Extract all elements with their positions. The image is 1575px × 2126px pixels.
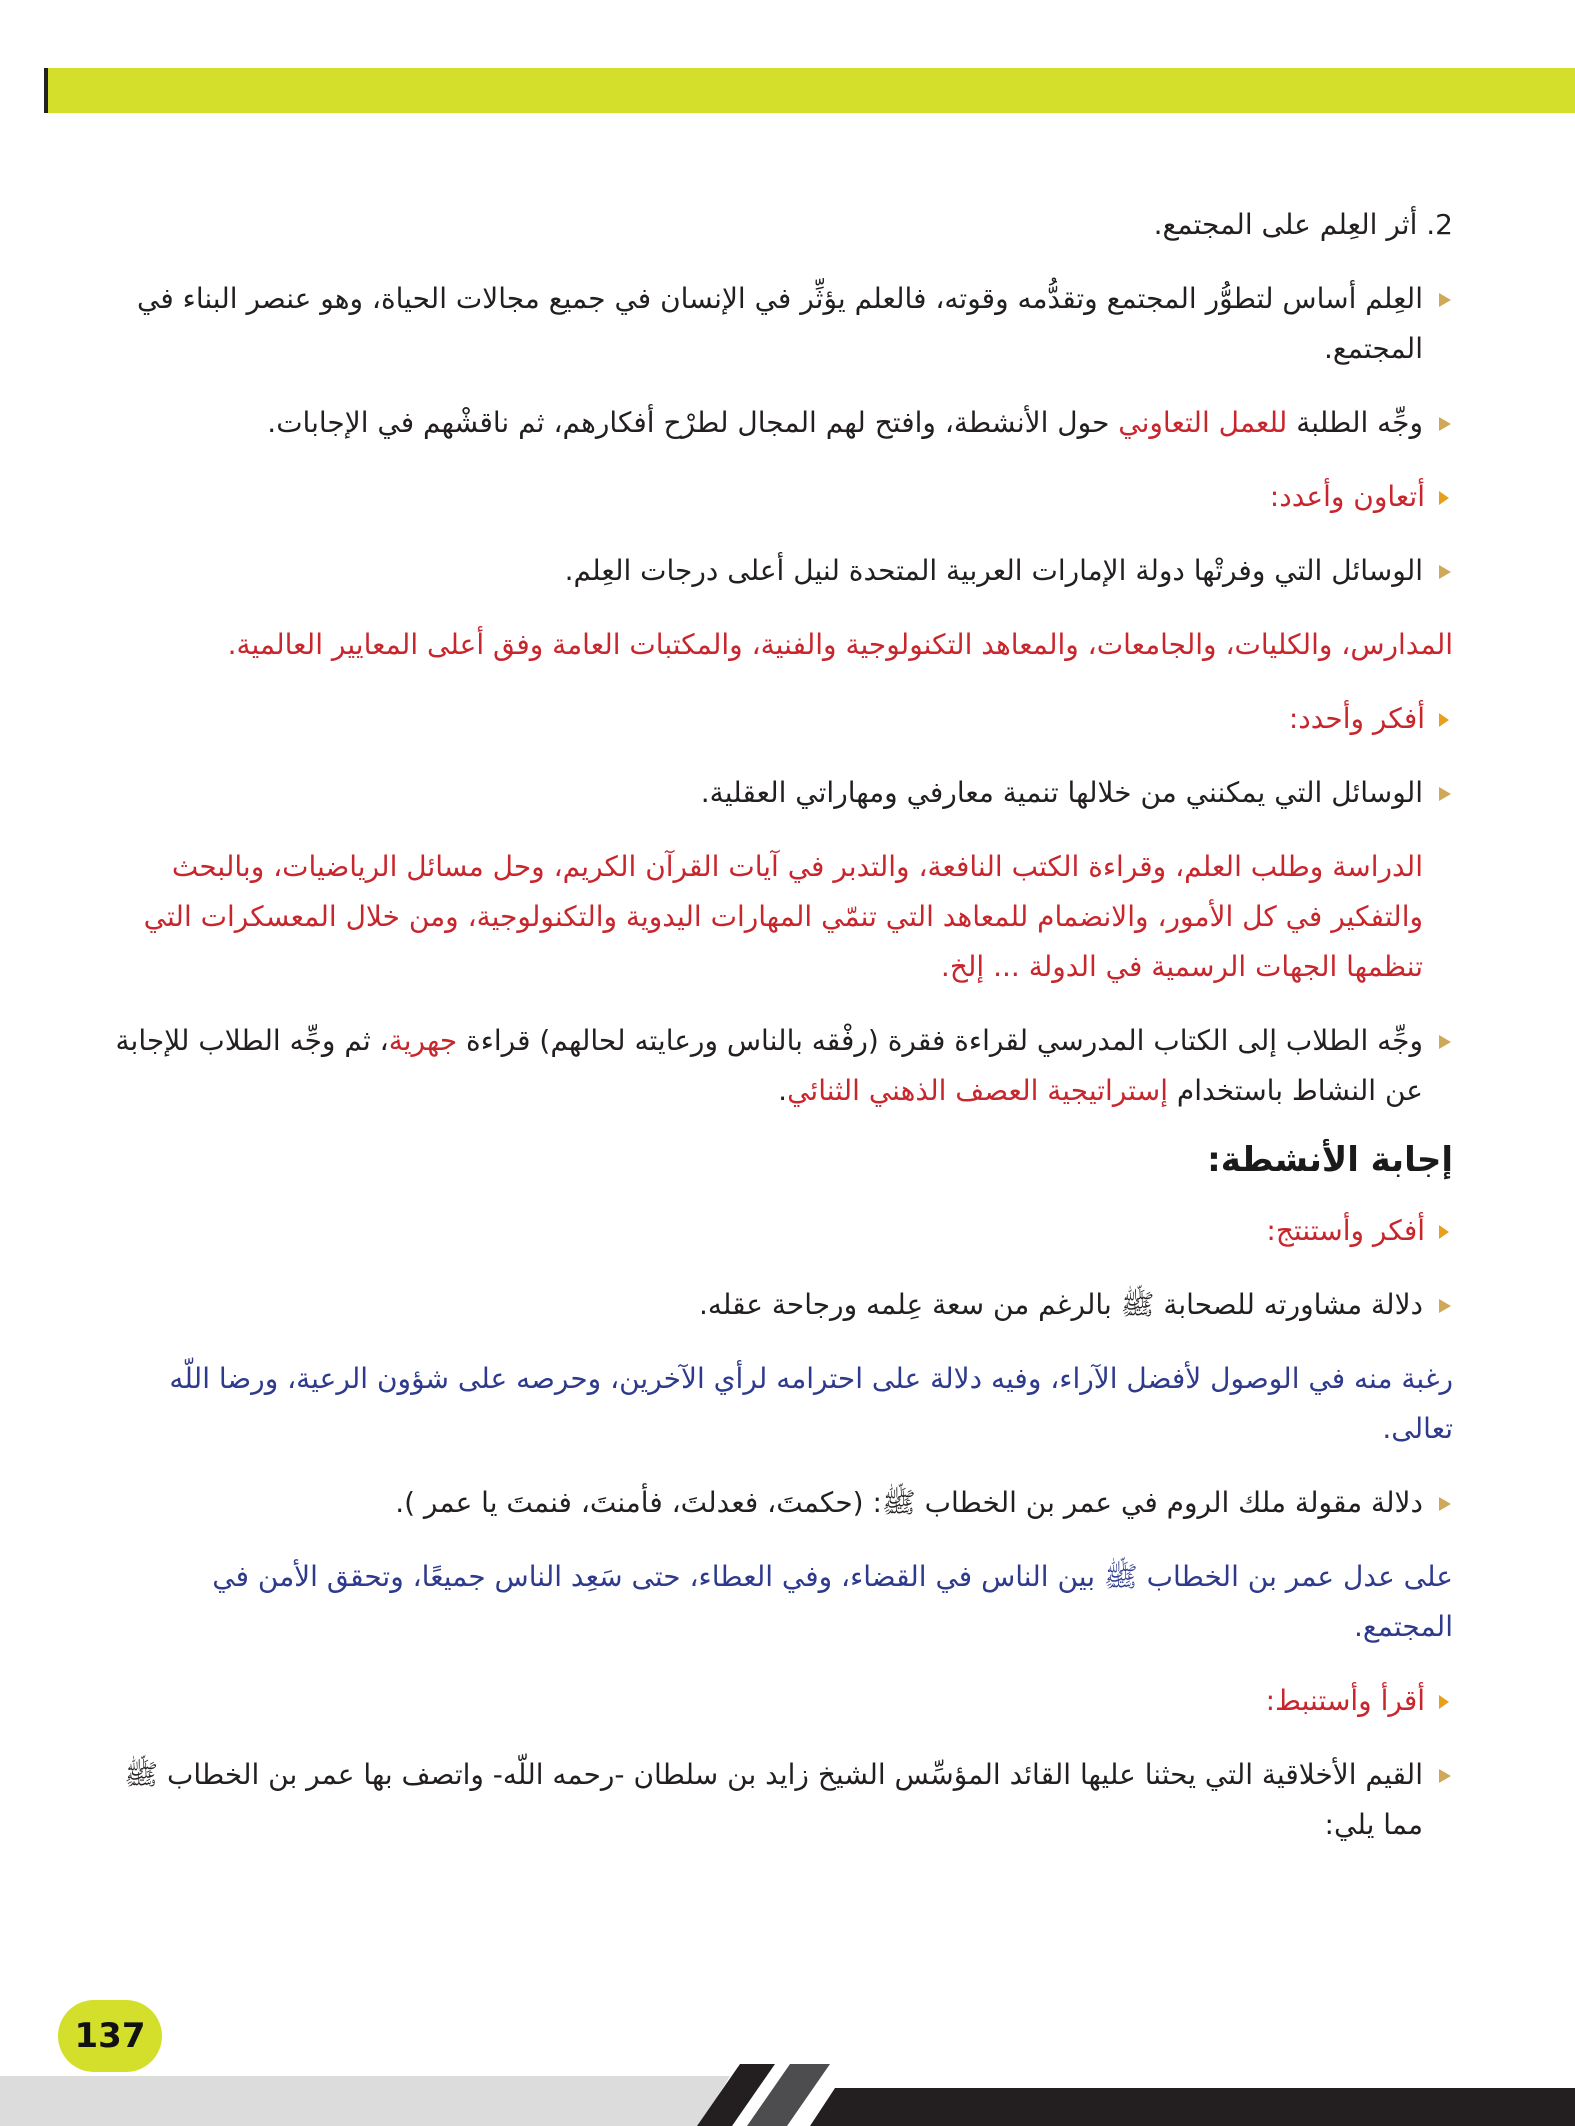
section-title: 2. أثر العِلم على المجتمع.	[1153, 208, 1453, 241]
activity-label-conclude: أفكر وأستنتج:	[115, 1206, 1453, 1256]
page-content	[115, 200, 1453, 1874]
bottom-decorative-bar	[0, 2064, 1575, 2126]
highlight-cooperative-work: للعمل التعاوني	[1118, 406, 1288, 439]
answer-develop-skills: الدراسة وطلب العلم، وقراءة الكتب النافعة، والتدبر في آيات القرآن الكريم، وحل مسائل الرياضيات، وبالبحث والتفكير في كل الأمور، والانضمام للمعاهد التي تنمّي المهارات اليدوية والتكنولوجية، ومن خلال المعسكرات التي تنظمها الجهات الرسمية في الدولة ... إلخ.	[143, 850, 1423, 983]
top-color-band	[44, 68, 1575, 113]
activity-label-read: أقرأ وأستنبط:	[115, 1676, 1453, 1726]
teacher-instruction-reading	[115, 1016, 1453, 1116]
paragraph-science-society	[115, 274, 1453, 374]
activity-label-think: أفكر وأحدد:	[115, 694, 1453, 744]
question-consultation: دلالة مشاورته للصحابة ﷺ بالرغم من سعة عِلمه ورجاحة عقله.	[115, 1280, 1453, 1330]
answers-heading: إجابة الأنشطة:	[1207, 1140, 1453, 1180]
question-develop-skills: الوسائل التي يمكنني من خلالها تنمية معارفي ومهاراتي العقلية.	[115, 768, 1453, 818]
question-moral-values: القيم الأخلاقية التي يحثنا عليها القائد المؤسِّس الشيخ زايد بن سلطان -رحمه اللّه- واتصف بها عمر بن الخطاب ﷺ مما يلي:	[115, 1750, 1453, 1850]
instruction-text: حول الأنشطة، وافتح لهم المجال لطرْح أفكارهم، ثم ناقشْهم في الإجابات.	[267, 406, 1119, 439]
instruction-text: .	[778, 1074, 788, 1107]
answer-roman-king: على عدل عمر بن الخطاب ﷺ بين الناس في القضاء، وفي العطاء، حتى سَعِد الناس جميعًا، وتحقق الأمن في المجتمع.	[212, 1560, 1453, 1643]
instruction-text: وجِّه الطلاب إلى الكتاب المدرسي لقراءة فقرة (رفْقه بالناس ورعايته لحالهم) قراءة	[457, 1024, 1423, 1057]
page-number: 137	[58, 2000, 162, 2072]
highlight-strategy: إستراتيجية العصف الذهني الثنائي	[787, 1074, 1168, 1107]
instruction-text: ، ثم وجِّه الطلاب للإجابة عن النشاط باستخدام	[115, 1024, 1423, 1107]
answer-uae-means: المدارس، والكليات، والجامعات، والمعاهد التكنولوجية والفنية، والمكتبات العامة وفق أعلى المعايير العالمية.	[227, 628, 1453, 661]
highlight-aloud: جهرية	[388, 1024, 458, 1057]
instruction-text: وجِّه الطلبة	[1287, 406, 1423, 439]
paragraph-text: العِلم أساس لتطوُّر المجتمع وتقدُّمه وقوته، فالعلم يؤثِّر في الإنسان في جميع مجالات الحياة، وهو عنصر البناء في المجتمع.	[137, 282, 1423, 365]
answer-consultation: رغبة منه في الوصول لأفضل الآراء، وفيه دلالة على احترامه لرأي الآخرين، وحرصه على شؤون الرعية، ورضا اللّه تعالى.	[169, 1362, 1453, 1445]
teacher-instruction-cooperative	[115, 398, 1453, 448]
activity-label-cooperate: أتعاون وأعدد:	[115, 472, 1453, 522]
question-uae-means: الوسائل التي وفرتْها دولة الإمارات العربية المتحدة لنيل أعلى درجات العِلم.	[115, 546, 1453, 596]
question-roman-king: دلالة مقولة ملك الروم في عمر بن الخطاب ﷺ: (حكمتَ، فعدلتَ، فأمنتَ، فنمتَ يا عمر ).	[115, 1478, 1453, 1528]
